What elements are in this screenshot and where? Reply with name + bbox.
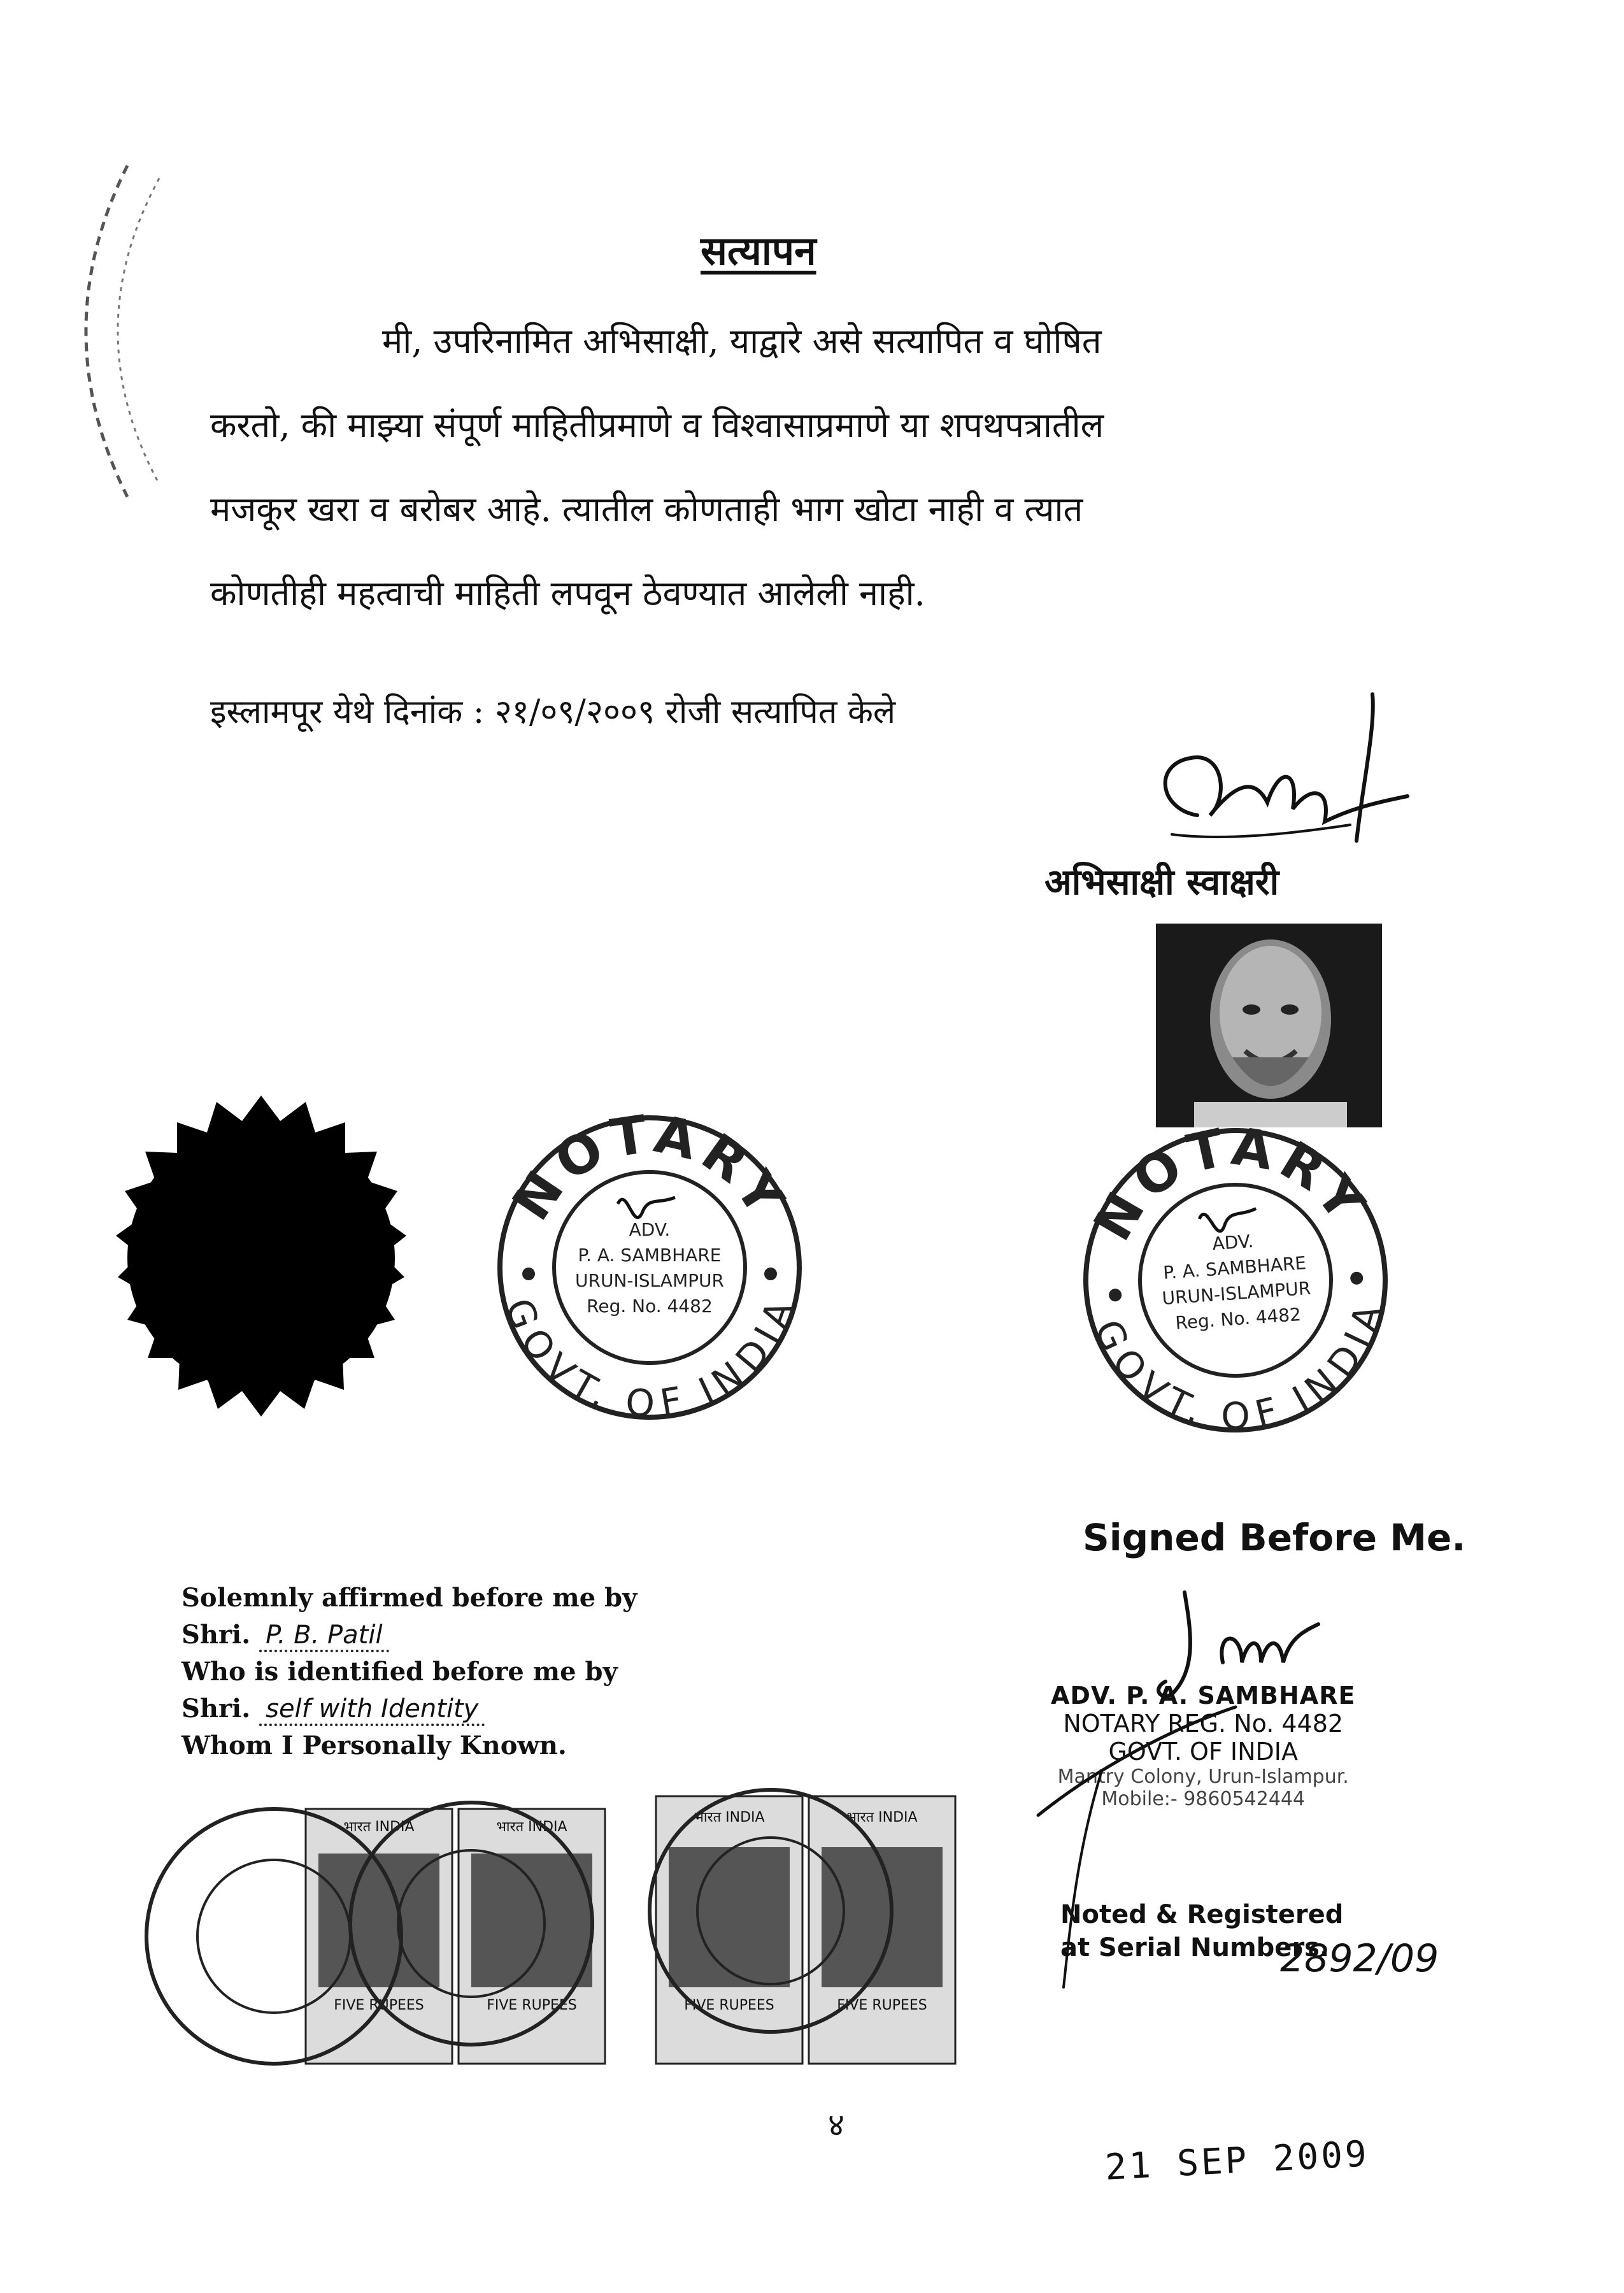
stamp-line-place: URUN-ISLAMPUR (575, 1270, 724, 1291)
paragraph-line: मी, उपरिनामित अभिसाक्षी, याद्वारे असे सत्यापित व घोषित (382, 321, 1102, 361)
deponent-signature (1121, 688, 1414, 866)
court-fee-stamps (134, 1783, 994, 2070)
shri-label: Shri. (182, 1694, 251, 1724)
noted-line-1: Noted & Registered (1060, 1900, 1344, 1929)
corner-notary-stamp-partial (38, 153, 166, 510)
notary-name: ADV. P. A. SAMBHARE (1051, 1682, 1356, 1710)
affirmation-line: Solemnly affirmed before me by (182, 1583, 637, 1613)
affirmation-block (182, 1580, 637, 1764)
affirmation-shri-row (182, 1690, 637, 1727)
stamp-label-bottom: FIVE RUPEES (684, 1997, 774, 2013)
revenue-stamp (459, 1809, 605, 2064)
stamp-bottom-text: GOVT. OF INDIA (496, 1292, 803, 1426)
stamp-line-name: P. A. SAMBHARE (578, 1245, 722, 1266)
paragraph-line: कोणतीही महत्वाची माहिती लपवून ठेवण्यात आलेली नाही. (210, 573, 925, 613)
affirmation-shri-row (182, 1617, 637, 1654)
noted-line-2: at Serial Numbers. (1060, 1933, 1330, 1962)
date-received-stamp: 21 SEP 2009 (1104, 2133, 1371, 2189)
stamp-label-top: भारत INDIA (343, 1819, 415, 1835)
verification-paragraph (210, 299, 1357, 636)
document-title: सत्यापन (701, 227, 816, 274)
affirmation-line: Who is identified before me by (182, 1657, 618, 1687)
stamp-line-adv: ADV. (629, 1219, 671, 1240)
verification-date-line: इस्लामपूर येथे दिनांक : २१/०९/२००९ रोजी सत्यापित केले (210, 693, 896, 731)
serial-number-handwritten: 2892/09 (1280, 1936, 1439, 1981)
notary-round-stamp (490, 1108, 809, 1427)
notary-govt: GOVT. OF INDIA (1108, 1738, 1298, 1766)
affirmation-line: Whom I Personally Known. (182, 1731, 567, 1761)
stamp-label-top: भारत INDIA (846, 1810, 918, 1825)
stamp-label-bottom: FIVE RUPEES (334, 1997, 424, 2013)
portrait-image (1156, 924, 1382, 1127)
svg-text:NOTARY (501, 1108, 799, 1231)
shri-label: Shri. (182, 1620, 251, 1650)
stamp-line-reg: Reg. No. 4482 (1174, 1303, 1302, 1334)
paragraph-line: करतो, की माझ्या संपूर्ण माहितीप्रमाणे व विश्वासाप्रमाणे या शपथपत्रातील (210, 405, 1104, 445)
stamp-label-top: भारत INDIA (694, 1810, 765, 1825)
stamp-bottom-text: GOVT. OF INDIA (1085, 1297, 1391, 1438)
stamp-top-text: NOTARY (501, 1108, 799, 1231)
stamp-top-text: NOTARY (1082, 1116, 1379, 1251)
page-number: ४ (828, 2106, 844, 2143)
identifier-handwritten: self with Identity (259, 1694, 485, 1726)
notary-mobile: Mobile:- 9860542444 (1101, 1788, 1306, 1810)
deponent-name-handwritten: P. B. Patil (259, 1620, 388, 1652)
notary-round-stamp (1065, 1110, 1406, 1450)
black-embossed-seal (70, 1083, 452, 1465)
stamp-line-reg: Reg. No. 4482 (587, 1296, 713, 1317)
paragraph-line: मजकूर खरा व बरोबर आहे. त्यातील कोणताही भाग खोटा नाही व त्यात (210, 489, 1083, 529)
stamp-label-top: भारत INDIA (496, 1819, 567, 1835)
signed-before-me-label: Signed Before Me. (1083, 1516, 1466, 1559)
stamp-label-bottom: FIVE RUPEES (487, 1997, 577, 2013)
notary-reg: NOTARY REG. No. 4482 (1063, 1710, 1344, 1738)
stamp-label-bottom: FIVE RUPEES (837, 1997, 927, 2013)
revenue-stamp (809, 1796, 955, 2064)
stamp-line-place: URUN-ISLAMPUR (1161, 1277, 1312, 1310)
notary-address: Mantry Colony, Urun-Islampur. (1057, 1766, 1349, 1788)
signature-caption: अभिसाक्षी स्वाक्षरी (1044, 861, 1279, 903)
stamp-line-name: P. A. SAMBHARE (1162, 1252, 1307, 1283)
stamp-line-adv: ADV. (1211, 1230, 1255, 1255)
deponent-photo (1156, 924, 1382, 1127)
